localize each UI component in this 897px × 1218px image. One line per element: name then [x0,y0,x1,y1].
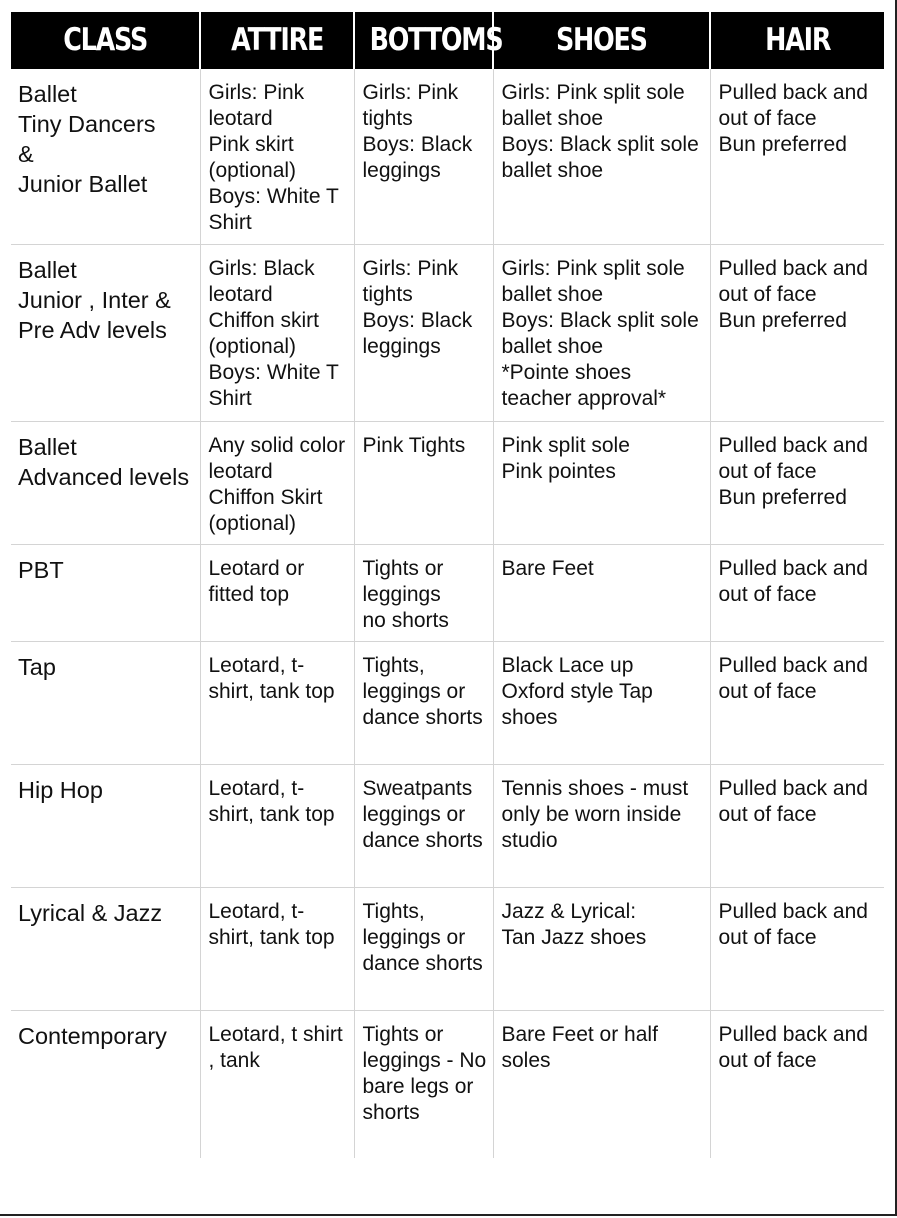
header-class: CLASS [11,12,200,69]
attire-cell: Leotard, t-shirt, tank top [200,888,354,1011]
table-row [11,245,884,422]
bottoms-cell: Girls: Pink tights Boys: Black leggings [354,245,493,422]
shoes-cell: Bare Feet or half soles [493,1011,710,1159]
class-cell: Ballet Tiny Dancers & Junior Ballet [11,69,200,245]
table-row [11,545,884,642]
hair-cell: Pulled back and out of face [710,642,884,765]
bottoms-cell: Tights, leggings or dance shorts [354,642,493,765]
class-cell: Ballet Junior , Inter & Pre Adv levels [11,245,200,422]
shoes-cell: Jazz & Lyrical: Tan Jazz shoes [493,888,710,1011]
header-attire: ATTIRE [200,12,354,69]
hair-cell: Pulled back and out of face Bun preferred [710,245,884,422]
header-shoes: SHOES [493,12,710,69]
shoes-cell: Tennis shoes - must only be worn inside studio [493,765,710,888]
hair-cell: Pulled back and out of face [710,545,884,642]
table-row [11,422,884,545]
header-hair: HAIR [710,12,884,69]
hair-cell: Pulled back and out of face Bun preferred [710,69,884,245]
bottoms-cell: Pink Tights [354,422,493,545]
hair-cell: Pulled back and out of face Bun preferred [710,422,884,545]
dress-code-table [11,12,884,1158]
header-bottoms: BOTTOMS [354,12,493,69]
bottoms-cell: Girls: Pink tights Boys: Black leggings [354,69,493,245]
attire-cell: Any solid color leotard Chiffon Skirt (optional) [200,422,354,545]
bottoms-cell: Sweatpants leggings or dance shorts [354,765,493,888]
class-cell: Hip Hop [11,765,200,888]
shoes-cell: Pink split sole Pink pointes [493,422,710,545]
class-cell: Lyrical & Jazz [11,888,200,1011]
hair-cell: Pulled back and out of face [710,888,884,1011]
table-row [11,888,884,1011]
table-row [11,642,884,765]
table-row [11,1011,884,1159]
hair-cell: Pulled back and out of face [710,1011,884,1159]
shoes-cell: Bare Feet [493,545,710,642]
header-row [11,12,884,69]
shoes-cell: Girls: Pink split sole ballet shoe Boys: Black split sole ballet shoe [493,69,710,245]
hair-cell: Pulled back and out of face [710,765,884,888]
bottoms-cell: Tights or leggings no shorts [354,545,493,642]
attire-cell: Girls: Black leotard Chiffon skirt (optional) Boys: White T Shirt [200,245,354,422]
class-cell: PBT [11,545,200,642]
attire-cell: Girls: Pink leotard Pink skirt (optional) Boys: White T Shirt [200,69,354,245]
bottoms-cell: Tights or leggings - No bare legs or shorts [354,1011,493,1159]
attire-cell: Leotard, t shirt , tank [200,1011,354,1159]
class-cell: Contemporary [11,1011,200,1159]
attire-cell: Leotard, t-shirt, tank top [200,765,354,888]
attire-cell: Leotard, t-shirt, tank top [200,642,354,765]
table-row [11,69,884,245]
shoes-cell: Black Lace up Oxford style Tap shoes [493,642,710,765]
class-cell: Tap [11,642,200,765]
table-row [11,765,884,888]
shoes-cell: Girls: Pink split sole ballet shoe Boys: Black split sole ballet shoe *Pointe shoes teacher approval* [493,245,710,422]
attire-cell: Leotard or fitted top [200,545,354,642]
class-cell: Ballet Advanced levels [11,422,200,545]
bottoms-cell: Tights, leggings or dance shorts [354,888,493,1011]
